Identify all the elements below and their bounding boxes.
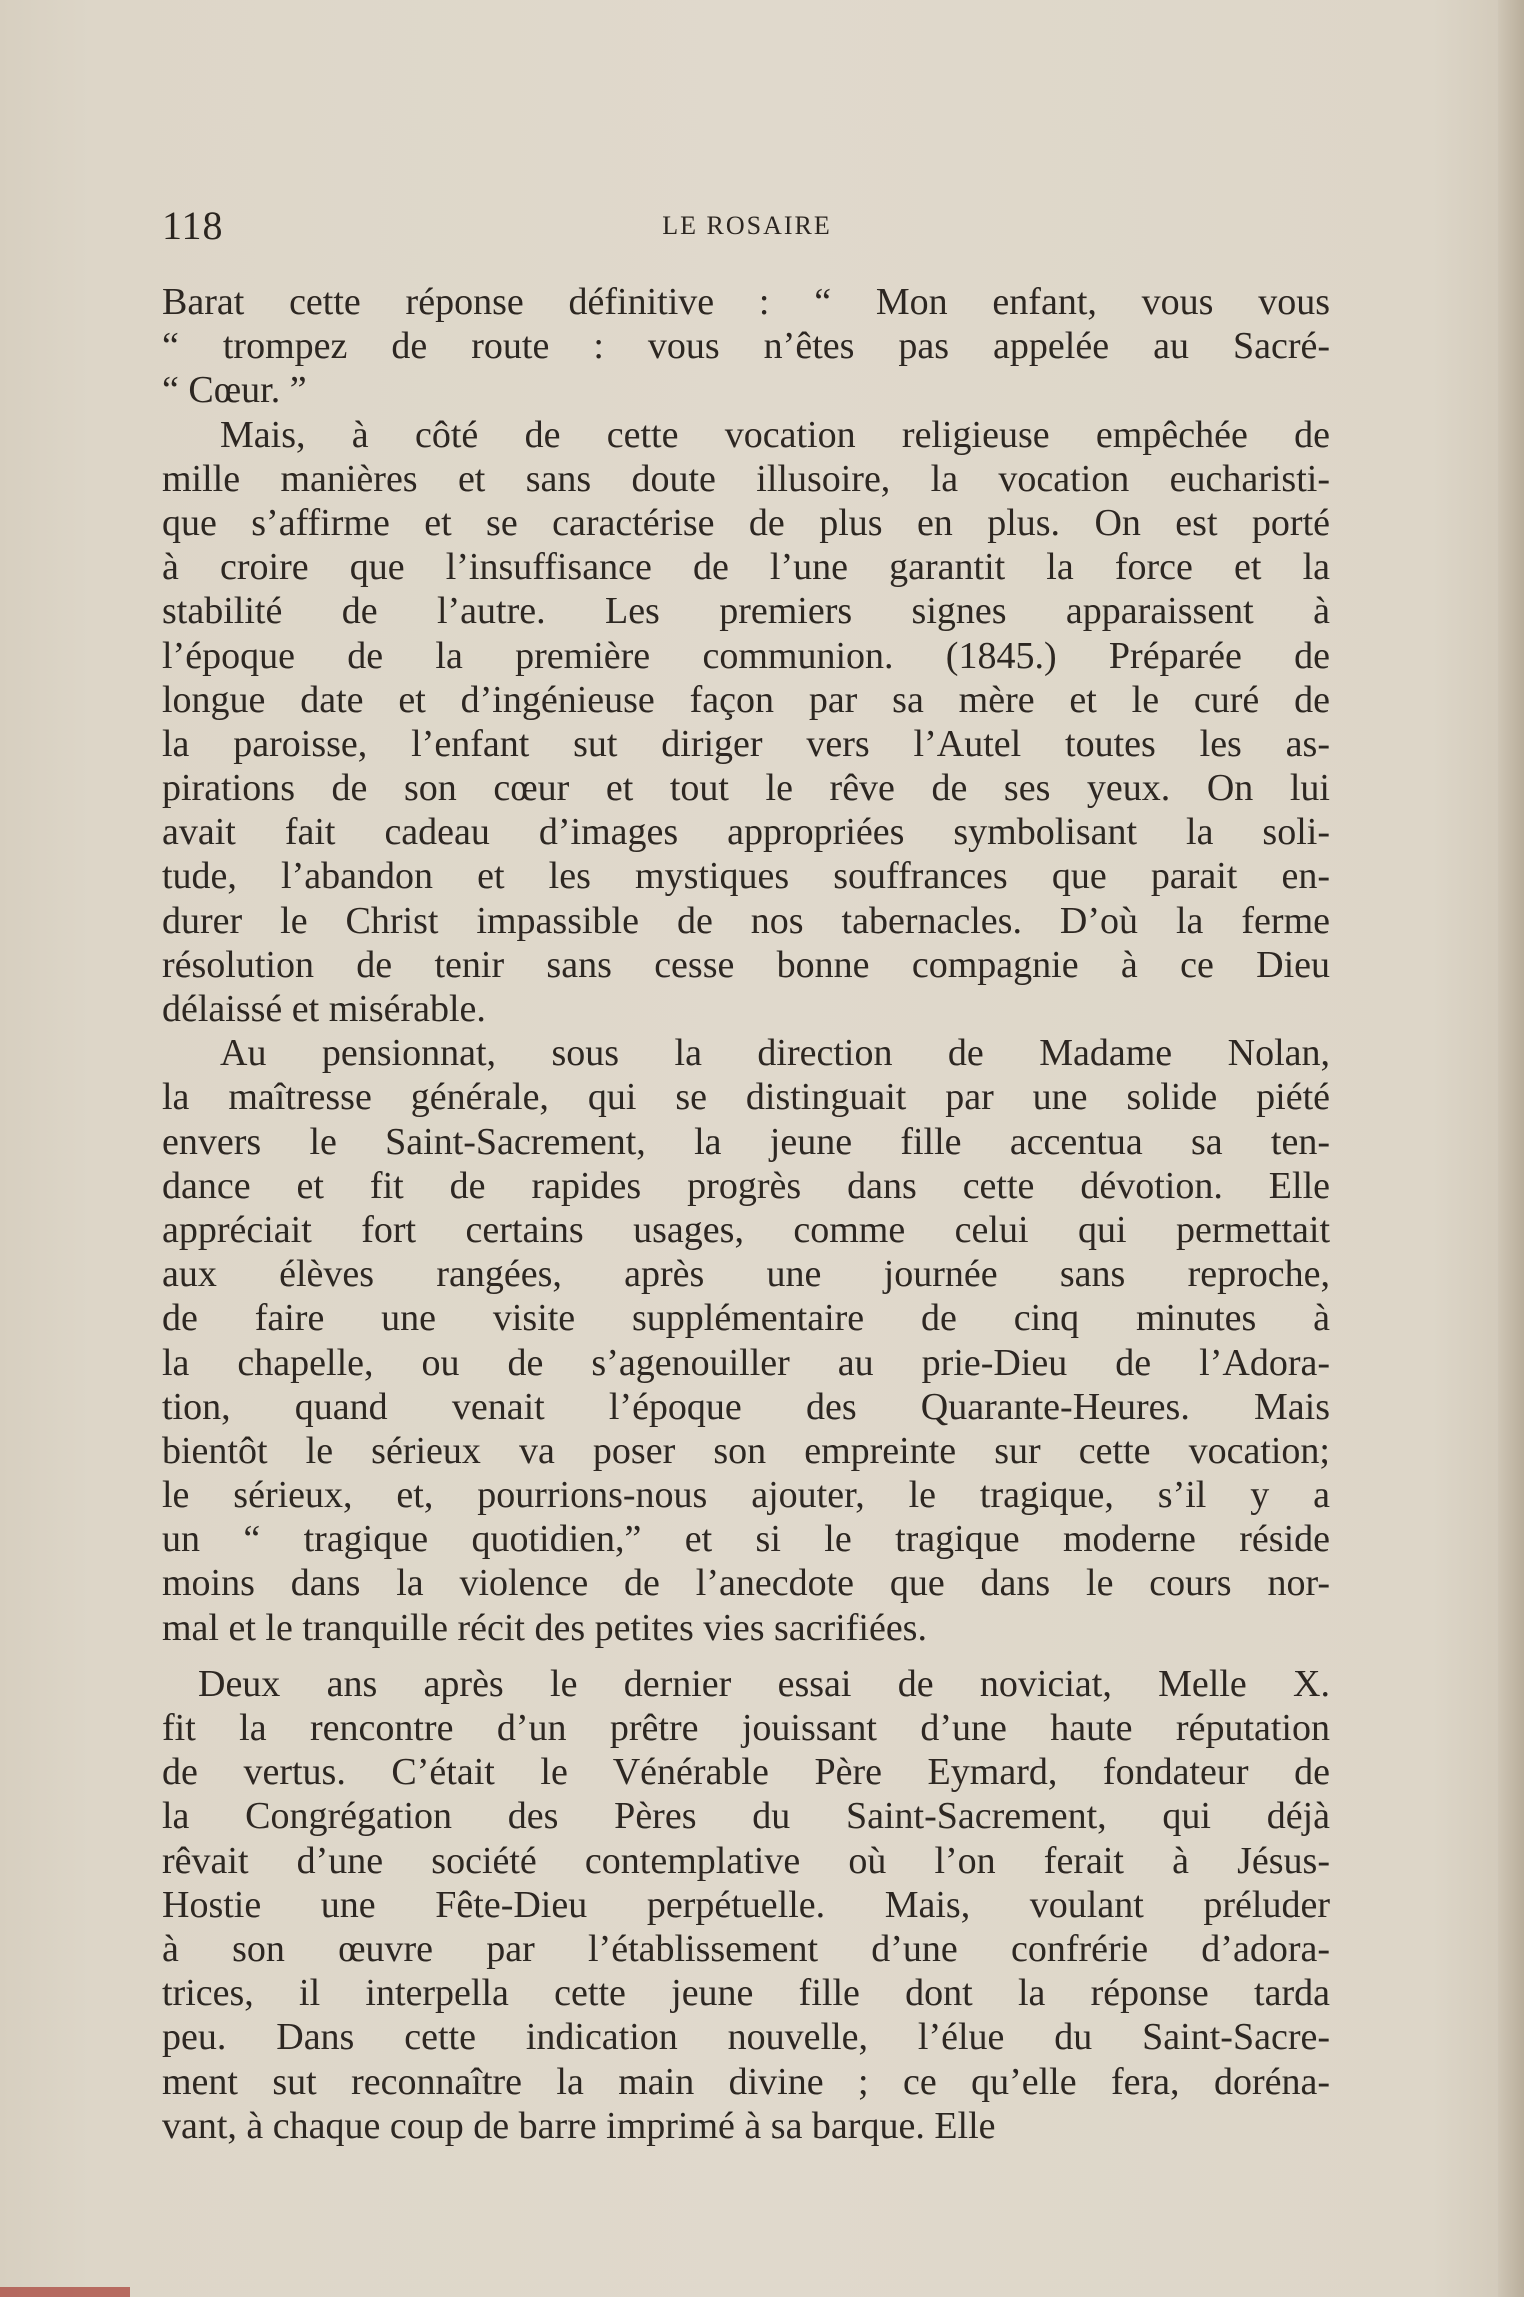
paragraph-gap: [162, 1650, 1330, 1662]
text-line: Deux ans après le dernier essai de noviciat, Melle X.: [198, 1662, 1330, 1705]
text-line: Mais, à côté de cette vocation religieuse empêchée de: [220, 413, 1330, 456]
page-corner-stain: [0, 2287, 130, 2297]
text-line: Hostie une Fête-Dieu perpétuelle. Mais, voulant préluder: [162, 1883, 1330, 1926]
text-line: la maîtresse générale, qui se distinguait par une solide piété: [162, 1076, 1330, 1119]
text-line: “ trompez de route : vous n’êtes pas appelée au Sacré-: [162, 325, 1330, 368]
text-line: la paroisse, l’enfant sut diriger vers l’Autel toutes les as-: [162, 722, 1330, 765]
page-edge-shadow: [1498, 0, 1524, 2297]
paragraph: [162, 1662, 1330, 2148]
running-head: LE ROSAIRE: [662, 211, 832, 240]
text-line: fit la rencontre d’un prêtre jouissant d’une haute réputation: [162, 1707, 1330, 1749]
text-line: à son œuvre par l’établissement d’une confrérie d’adora-: [162, 1927, 1330, 1970]
text-line: bientôt le sérieux va poser son empreinte sur cette vocation;: [162, 1429, 1330, 1472]
text-line: appréciait fort certains usages, comme celui qui permettait: [162, 1208, 1330, 1251]
text-line: durer le Christ impassible de nos tabernacles. D’où la ferme: [162, 899, 1330, 942]
text-line: tion, quand venait l’époque des Quarante-Heures. Mais: [162, 1385, 1330, 1428]
text-line: stabilité de l’autre. Les premiers signes apparaissent à: [162, 590, 1330, 633]
page-number: 118: [162, 203, 224, 248]
text-line: que s’affirme et se caractérise de plus en plus. On est porté: [162, 501, 1330, 544]
text-line: mille manières et sans doute illusoire, la vocation eucharisti-: [162, 457, 1330, 500]
text-line: rêvait d’une société contemplative où l’on ferait à Jésus-: [162, 1839, 1330, 1882]
text-line: pirations de son cœur et tout le rêve de ses yeux. On lui: [162, 767, 1330, 810]
text-line: le sérieux, et, pourrions-nous ajouter, le tragique, s’il y a: [162, 1474, 1330, 1517]
text-line: à croire que l’insuffisance de l’une garantit la force et la: [162, 546, 1330, 589]
text-line: longue date et d’ingénieuse façon par sa mère et le curé de: [162, 678, 1330, 721]
text-line: un “ tragique quotidien,” et si le tragique moderne réside: [162, 1518, 1330, 1561]
text-line: ment sut reconnaître la main divine ; ce qu’elle fera, doréna-: [162, 2060, 1330, 2103]
paragraph: [162, 413, 1330, 1032]
paragraph: [162, 280, 1330, 413]
text-line: peu. Dans cette indication nouvelle, l’élue du Saint-Sacre-: [162, 2016, 1330, 2059]
page-header: [162, 196, 1332, 256]
text-line: délaissé et misérable.: [162, 988, 486, 1030]
text-line: de vertus. C’était le Vénérable Père Eymard, fondateur de: [162, 1751, 1330, 1794]
text-line: tude, l’abandon et les mystiques souffrances que parait en-: [162, 855, 1330, 898]
text-line: Barat cette réponse définitive : “ Mon enfant, vous vous: [162, 281, 1330, 323]
text-line: aux élèves rangées, après une journée sans reproche,: [162, 1253, 1330, 1296]
text-line: moins dans la violence de l’anecdote que dans le cours nor-: [162, 1562, 1330, 1605]
text-line: la chapelle, ou de s’agenouiller au prie-Dieu de l’Adora-: [162, 1341, 1330, 1384]
text-line: la Congrégation des Pères du Saint-Sacrement, qui déjà: [162, 1795, 1330, 1838]
text-line: “ Cœur. ”: [162, 369, 307, 412]
text-line: envers le Saint-Sacrement, la jeune fille accentua sa ten-: [162, 1120, 1330, 1163]
text-line: trices, il interpella cette jeune fille dont la réponse tarda: [162, 1972, 1330, 2015]
body-text: [162, 280, 1330, 2148]
text-line: dance et fit de rapides progrès dans cette dévotion. Elle: [162, 1164, 1330, 1207]
text-line: de faire une visite supplémentaire de cinq minutes à: [162, 1297, 1330, 1340]
text-line: mal et le tranquille récit des petites vies sacrifiées.: [162, 1606, 927, 1649]
text-line: l’époque de la première communion. (1845.) Préparée de: [162, 634, 1330, 677]
text-line: vant, à chaque coup de barre imprimé à sa barque. Elle: [162, 2104, 996, 2147]
text-line: résolution de tenir sans cesse bonne compagnie à ce Dieu: [162, 943, 1330, 986]
paragraph: [162, 1031, 1330, 1650]
text-line: avait fait cadeau d’images appropriées symbolisant la soli-: [162, 811, 1330, 854]
text-line: Au pensionnat, sous la direction de Madame Nolan,: [220, 1032, 1330, 1075]
